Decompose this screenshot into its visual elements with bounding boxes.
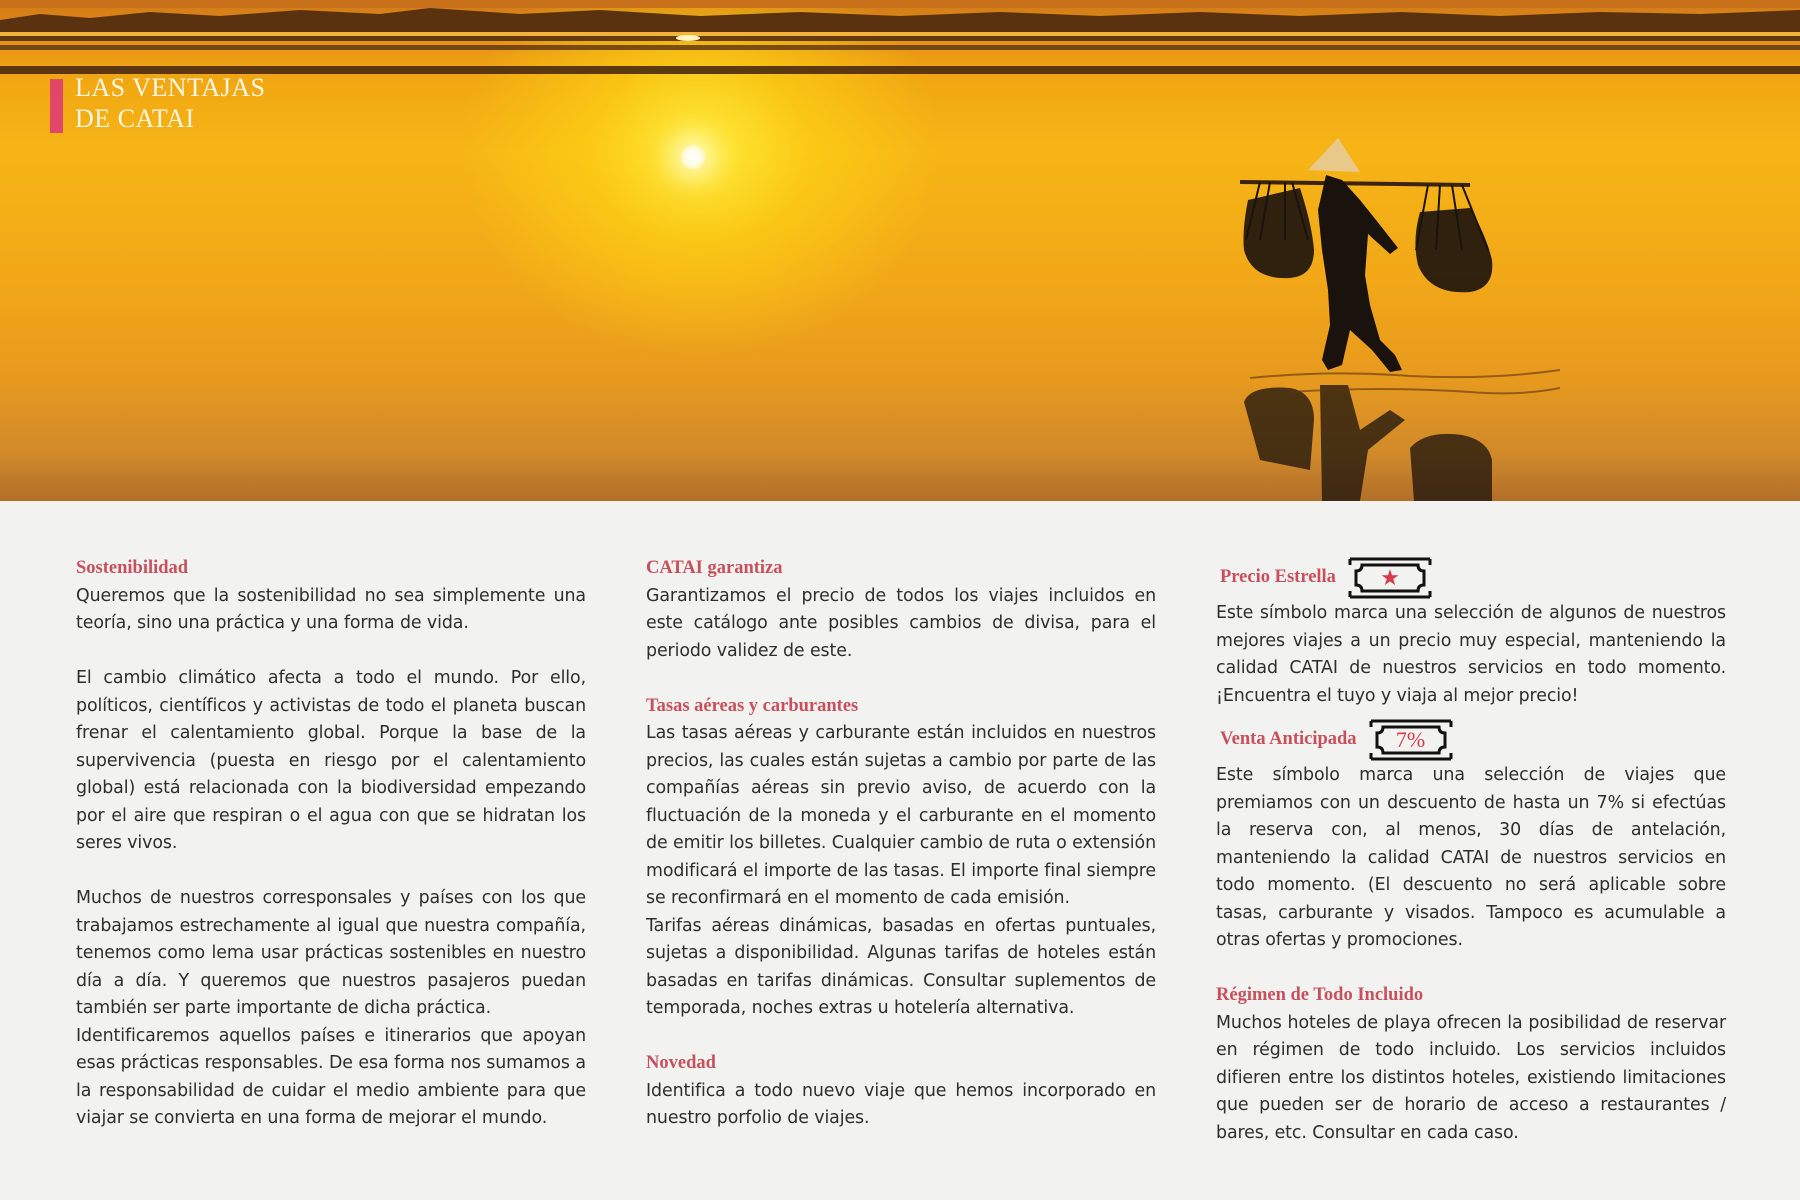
column-garantias: [646, 555, 1156, 1133]
title-line-2: DE CATAI: [75, 104, 195, 133]
paragraph: Este símbolo marca una selección de algunos de nuestros mejores viajes a un precio muy especial, manteniendo la calidad CATAI de nuestros servicios en todo momento. ¡Encuentra el tuyo y viaja al mejor precio!: [1216, 603, 1726, 706]
paragraph: Muchos de nuestros corresponsales y países con los que trabajamos estrechamente al igual que nuestra compañía, tenemos como lema usar prácticas sostenibles en nuestro día a día. Y queremos que nuestros pasajeros puedan también ser parte importante de dicha práctica.: [76, 888, 586, 1018]
horizon-treeline: [0, 0, 1800, 82]
badge-percent: 7%: [1395, 727, 1426, 752]
paragraph: Tarifas aéreas dinámicas, basadas en ofertas puntuales, sujetas a disponibilidad. Algunas tarifas de hoteles están basadas en tarifas dinámicas. Consultar suplementos de temporada, noches extras u hotelería alternativa.: [646, 915, 1156, 1018]
heading-venta-anticipada: Venta Anticipada: [1220, 729, 1357, 750]
star-ticket-icon: [1348, 557, 1432, 599]
paragraph: Garantizamos el precio de todos los viajes incluidos en este catálogo ante posibles cambios de divisa, para el periodo validez de este.: [646, 585, 1156, 661]
percent-ticket-icon: [1369, 719, 1453, 761]
paragraph: Queremos que la sostenibilidad no sea simplemente una teoría, sino una práctica y una forma de vida.: [76, 585, 586, 633]
column-simbolos: [1216, 556, 1726, 1147]
paragraph: Identificaremos aquellos países e itinerarios que apoyan esas prácticas responsables. De esa forma nos sumamos a la responsabilidad de cuidar el medio ambiente para que viajar se convierta en una forma de mejorar el mundo.: [76, 1025, 586, 1128]
title-line-1: LAS VENTAJAS: [75, 73, 266, 102]
heading-todo-incluido: Régimen de Todo Incluido: [1216, 985, 1424, 1005]
heading-catai-garantiza: CATAI garantiza: [646, 558, 783, 578]
heading-precio-estrella: Precio Estrella: [1220, 567, 1336, 588]
page-title: [75, 72, 266, 134]
heading-novedad: Novedad: [646, 1053, 716, 1073]
basket-carrier-silhouette: [1230, 130, 1560, 501]
title-accent-bar: [50, 79, 63, 133]
paragraph: Identifica a todo nuevo viaje que hemos incorporado en nuestro porfolio de viajes.: [646, 1080, 1156, 1128]
badge-star: ★: [1380, 565, 1400, 590]
venta-anticipada-row: [1220, 718, 1726, 762]
heading-sostenibilidad: Sostenibilidad: [76, 558, 189, 578]
heading-tasas-aereas: Tasas aéreas y carburantes: [646, 695, 859, 716]
paragraph: Muchos hoteles de playa ofrecen la posibilidad de reservar en régimen de todo incluido. Los servicios incluidos difieren entre los distintos hoteles, existiendo limitaciones que pueden ser de horario de acceso a restaurantes / bares, etc. Consultar en cada caso.: [1216, 1012, 1726, 1143]
paragraph: El cambio climático afecta a todo el mundo. Por ello, políticos, científicos y activistas de todo el planeta buscan frenar el calentamiento global. Porque la base de la supervivencia (puesta en riesgo por el calentamiento global) está relacionada con la biodiversidad empezando por el aire que respiran o el agua con que se hidratan los seres vivos.: [76, 668, 586, 853]
section-title: [50, 72, 266, 134]
hero-image: [0, 0, 1800, 501]
column-sostenibilidad: [76, 555, 586, 1133]
precio-estrella-row: [1220, 556, 1726, 600]
paragraph: Este símbolo marca una selección de viajes que premiamos con un descuento de hasta un 7% si efectúas la reserva con, al menos, 30 días de antelación, manteniendo la calidad CATAI de nuestros servicios en todo momento. (El descuento no será aplicable sobre tasas, carburante y visados. Tampoco es acumulable a otras ofertas y promociones.: [1216, 765, 1726, 950]
sun: [680, 144, 706, 170]
paragraph: Las tasas aéreas y carburante están incluidos en nuestros precios, las cuales están sujetas a cambio por parte de las compañías aéreas sin previo aviso, de acuerdo con la fluctuación de la moneda y el carburante en el momento de emitir los billetes. Cualquier cambio de ruta o extensión modificará el importe de las tasas. El importe final siempre se reconfirmará en el momento de cada emisión.: [646, 723, 1156, 908]
